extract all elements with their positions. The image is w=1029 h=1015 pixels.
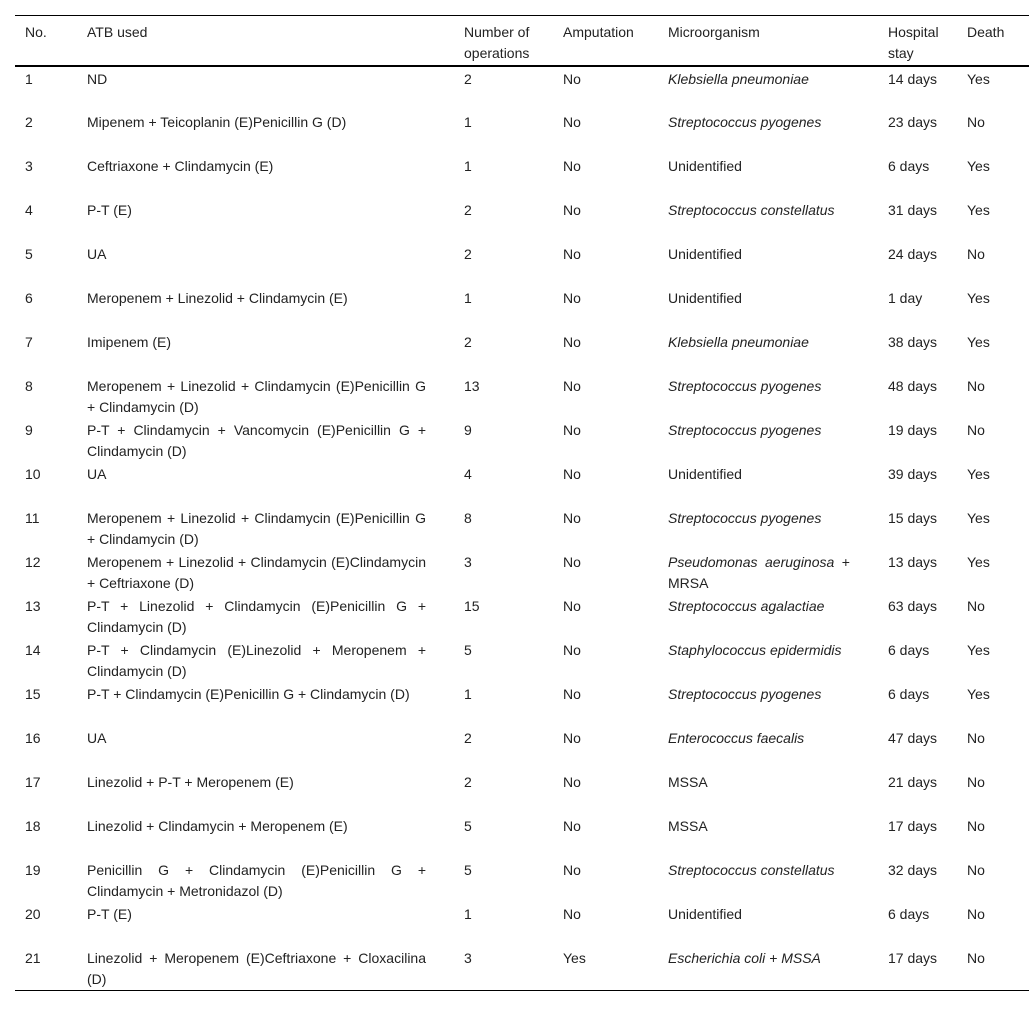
cell-death: Yes xyxy=(967,686,990,702)
cell-hospital-stay: 14 days xyxy=(888,71,938,87)
cell-hospital-stay: 1 day xyxy=(888,290,923,306)
table-row xyxy=(15,594,1029,638)
cell-hospital-stay: 6 days xyxy=(888,686,930,702)
cell-death: No xyxy=(967,818,985,834)
table-row xyxy=(15,418,1029,462)
cell-operations: 1 xyxy=(464,114,472,130)
cell-death: No xyxy=(967,730,985,746)
table-header-row xyxy=(15,16,1029,67)
cell-atb: P-T + Clindamycin (E)Linezolid + Meropenem + Clindamycin (D) xyxy=(87,642,426,679)
cell-microorganism xyxy=(668,198,888,242)
cell-microorganism xyxy=(668,770,888,814)
cell-operations: 1 xyxy=(464,158,472,174)
cell-microorganism xyxy=(668,902,888,946)
cell-operations: 2 xyxy=(464,334,472,350)
cell-no: 14 xyxy=(25,642,41,658)
cell-death: Yes xyxy=(967,158,990,174)
cell-death: No xyxy=(967,422,985,438)
cell-hospital-stay: 23 days xyxy=(888,114,938,130)
cell-no: 9 xyxy=(25,422,33,438)
cell-death: No xyxy=(967,598,985,614)
table-row xyxy=(15,154,1029,198)
cell-operations: 5 xyxy=(464,642,472,658)
cell-amputation: No xyxy=(563,422,581,438)
cell-amputation: No xyxy=(563,642,581,658)
header-death: Death xyxy=(967,16,1029,67)
table-row xyxy=(15,242,1029,286)
microorganism-text: Unidentified xyxy=(668,290,742,306)
cell-atb: Meropenem + Linezolid + Clindamycin (E)Penicillin G + Clindamycin (D) xyxy=(87,510,426,547)
cell-atb: Meropenem + Linezolid + Clindamycin (E) xyxy=(87,290,348,306)
cell-hospital-stay: 38 days xyxy=(888,334,938,350)
microorganism-text: MSSA xyxy=(668,818,708,834)
cell-atb: Mipenem + Teicoplanin (E)Penicillin G (D) xyxy=(87,114,347,130)
cell-atb: P-T + Clindamycin (E)Penicillin G + Clindamycin (D) xyxy=(87,686,410,702)
cell-atb: Meropenem + Linezolid + Clindamycin (E)Penicillin G + Clindamycin (D) xyxy=(87,378,426,415)
cell-no: 19 xyxy=(25,862,41,878)
cell-hospital-stay: 47 days xyxy=(888,730,938,746)
microorganism-text: Klebsiella pneumoniae xyxy=(668,71,809,87)
microorganism-text: Pseudomonas aeruginosa xyxy=(668,554,835,570)
cell-death: No xyxy=(967,862,985,878)
microorganism-text: Staphylococcus epidermidis xyxy=(668,642,842,658)
microorganism-text: Streptococcus pyogenes xyxy=(668,378,822,394)
cell-operations: 13 xyxy=(464,378,480,394)
header-no: No. xyxy=(15,16,87,67)
table-row xyxy=(15,902,1029,946)
cell-microorganism xyxy=(668,638,888,682)
cell-operations: 2 xyxy=(464,71,472,87)
cell-amputation: No xyxy=(563,378,581,394)
cell-amputation: No xyxy=(563,246,581,262)
cell-hospital-stay: 15 days xyxy=(888,510,938,526)
cell-operations: 3 xyxy=(464,950,472,966)
cell-hospital-stay: 19 days xyxy=(888,422,938,438)
cell-death: Yes xyxy=(967,290,990,306)
cell-hospital-stay: 21 days xyxy=(888,774,938,790)
cell-operations: 5 xyxy=(464,818,472,834)
header-atb: ATB used xyxy=(87,16,464,67)
microorganism-text: MSSA xyxy=(668,774,708,790)
microorganism-text: Streptococcus pyogenes xyxy=(668,114,822,130)
cell-amputation: Yes xyxy=(563,950,586,966)
cell-atb: Imipenem (E) xyxy=(87,334,172,350)
microorganism-text: Escherichia coli + MSSA xyxy=(668,950,821,966)
cell-atb: P-T (E) xyxy=(87,906,132,922)
cell-no: 8 xyxy=(25,378,33,394)
microorganism-text: Unidentified xyxy=(668,246,742,262)
cell-no: 3 xyxy=(25,158,33,174)
cell-hospital-stay: 13 days xyxy=(888,554,938,570)
table-row xyxy=(15,462,1029,506)
cell-operations: 4 xyxy=(464,466,472,482)
table-row xyxy=(15,946,1029,991)
table-row xyxy=(15,374,1029,418)
cell-amputation: No xyxy=(563,818,581,834)
cell-no: 5 xyxy=(25,246,33,262)
microorganism-text: Unidentified xyxy=(668,158,742,174)
cell-operations: 3 xyxy=(464,554,472,570)
cell-microorganism xyxy=(668,418,888,462)
cell-amputation: No xyxy=(563,71,581,87)
cell-microorganism xyxy=(668,506,888,550)
cell-hospital-stay: 39 days xyxy=(888,466,938,482)
cell-no: 16 xyxy=(25,730,41,746)
cell-atb: Linezolid + Clindamycin + Meropenem (E) xyxy=(87,818,348,834)
table-row xyxy=(15,858,1029,902)
cell-death: No xyxy=(967,906,985,922)
cell-microorganism xyxy=(668,858,888,902)
cell-amputation: No xyxy=(563,466,581,482)
cell-amputation: No xyxy=(563,114,581,130)
cell-hospital-stay: 32 days xyxy=(888,862,938,878)
cell-death: No xyxy=(967,950,985,966)
table-row xyxy=(15,506,1029,550)
cell-death: Yes xyxy=(967,334,990,350)
cell-operations: 1 xyxy=(464,290,472,306)
table-row xyxy=(15,286,1029,330)
cell-atb: P-T (E) xyxy=(87,202,132,218)
cell-amputation: No xyxy=(563,906,581,922)
cell-no: 20 xyxy=(25,906,41,922)
cell-no: 18 xyxy=(25,818,41,834)
header-hospital-stay: Hospital stay xyxy=(888,16,967,67)
cell-amputation: No xyxy=(563,774,581,790)
cell-microorganism xyxy=(668,374,888,418)
cell-microorganism xyxy=(668,726,888,770)
cell-death: No xyxy=(967,378,985,394)
results-table xyxy=(15,15,1029,991)
microorganism-text: + MRSA xyxy=(668,554,850,591)
cell-no: 13 xyxy=(25,598,41,614)
cell-hospital-stay: 48 days xyxy=(888,378,938,394)
microorganism-text: Streptococcus constellatus xyxy=(668,202,835,218)
cell-amputation: No xyxy=(563,334,581,350)
cell-atb: Meropenem + Linezolid + Clindamycin (E)Clindamycin + Ceftriaxone (D) xyxy=(87,554,426,591)
cell-amputation: No xyxy=(563,686,581,702)
cell-death: No xyxy=(967,114,985,130)
cell-hospital-stay: 6 days xyxy=(888,158,930,174)
microorganism-text: Klebsiella pneumoniae xyxy=(668,334,809,350)
cell-death: No xyxy=(967,774,985,790)
cell-hospital-stay: 6 days xyxy=(888,906,930,922)
cell-hospital-stay: 24 days xyxy=(888,246,938,262)
cell-operations: 5 xyxy=(464,862,472,878)
cell-death: Yes xyxy=(967,554,990,570)
microorganism-text: Streptococcus agalactiae xyxy=(668,598,825,614)
microorganism-text: Streptococcus pyogenes xyxy=(668,510,822,526)
header-microorganism: Microorganism xyxy=(668,16,888,67)
cell-death: Yes xyxy=(967,466,990,482)
cell-no: 11 xyxy=(25,510,40,526)
cell-death: Yes xyxy=(967,510,990,526)
cell-microorganism xyxy=(668,946,888,991)
cell-amputation: No xyxy=(563,510,581,526)
cell-death: Yes xyxy=(967,642,990,658)
table-row xyxy=(15,682,1029,726)
table-row xyxy=(15,814,1029,858)
cell-operations: 8 xyxy=(464,510,472,526)
cell-atb: Ceftriaxone + Clindamycin (E) xyxy=(87,158,274,174)
cell-atb: UA xyxy=(87,246,107,262)
cell-microorganism xyxy=(668,242,888,286)
cell-atb: Linezolid + Meropenem (E)Ceftriaxone + Cloxacilina (D) xyxy=(87,950,426,987)
cell-operations: 2 xyxy=(464,774,472,790)
cell-atb: Linezolid + P-T + Meropenem (E) xyxy=(87,774,294,790)
table-row xyxy=(15,726,1029,770)
cell-operations: 9 xyxy=(464,422,472,438)
cell-amputation: No xyxy=(563,554,581,570)
table-row xyxy=(15,110,1029,154)
cell-operations: 2 xyxy=(464,246,472,262)
cell-no: 1 xyxy=(25,71,33,87)
microorganism-text: Enterococcus faecalis xyxy=(668,730,805,746)
microorganism-text: Streptococcus pyogenes xyxy=(668,422,822,438)
cell-no: 15 xyxy=(25,686,41,702)
cell-no: 7 xyxy=(25,334,33,350)
cell-death: No xyxy=(967,246,985,262)
table-row xyxy=(15,198,1029,242)
microorganism-text: Unidentified xyxy=(668,466,742,482)
table-body xyxy=(15,66,1029,991)
cell-no: 10 xyxy=(25,466,41,482)
cell-death: Yes xyxy=(967,71,990,87)
cell-amputation: No xyxy=(563,202,581,218)
cell-operations: 15 xyxy=(464,598,480,614)
cell-microorganism xyxy=(668,330,888,374)
cell-microorganism xyxy=(668,110,888,154)
cell-no: 2 xyxy=(25,114,33,130)
cell-microorganism xyxy=(668,286,888,330)
cell-no: 6 xyxy=(25,290,33,306)
cell-microorganism xyxy=(668,594,888,638)
cell-atb: ND xyxy=(87,71,108,87)
cell-hospital-stay: 31 days xyxy=(888,202,938,218)
cell-hospital-stay: 63 days xyxy=(888,598,938,614)
microorganism-text: Streptococcus constellatus xyxy=(668,862,835,878)
table-row xyxy=(15,330,1029,374)
header-amputation: Amputation xyxy=(563,16,668,67)
cell-amputation: No xyxy=(563,158,581,174)
cell-operations: 2 xyxy=(464,730,472,746)
cell-operations: 1 xyxy=(464,906,472,922)
cell-microorganism xyxy=(668,154,888,198)
table-row xyxy=(15,66,1029,110)
header-operations: Number of operations xyxy=(464,16,563,67)
microorganism-text: Unidentified xyxy=(668,906,742,922)
table-row xyxy=(15,770,1029,814)
cell-amputation: No xyxy=(563,598,581,614)
cell-atb: UA xyxy=(87,730,107,746)
cell-death: Yes xyxy=(967,202,990,218)
cell-atb: P-T + Linezolid + Clindamycin (E)Penicillin G + Clindamycin (D) xyxy=(87,598,426,635)
cell-no: 21 xyxy=(25,950,41,966)
cell-atb: P-T + Clindamycin + Vancomycin (E)Penicillin G + Clindamycin (D) xyxy=(87,422,426,459)
microorganism-text: Streptococcus pyogenes xyxy=(668,686,822,702)
cell-atb: UA xyxy=(87,466,107,482)
cell-hospital-stay: 17 days xyxy=(888,818,938,834)
cell-no: 4 xyxy=(25,202,33,218)
cell-microorganism xyxy=(668,550,888,594)
cell-microorganism xyxy=(668,814,888,858)
cell-operations: 1 xyxy=(464,686,472,702)
cell-amputation: No xyxy=(563,730,581,746)
cell-operations: 2 xyxy=(464,202,472,218)
table-row xyxy=(15,550,1029,594)
table-row xyxy=(15,638,1029,682)
cell-microorganism xyxy=(668,66,888,110)
cell-no: 12 xyxy=(25,554,41,570)
cell-amputation: No xyxy=(563,862,581,878)
cell-atb: Penicillin G + Clindamycin (E)Penicillin G + Clindamycin + Metronidazol (D) xyxy=(87,862,426,899)
cell-microorganism xyxy=(668,462,888,506)
cell-hospital-stay: 6 days xyxy=(888,642,930,658)
cell-amputation: No xyxy=(563,290,581,306)
cell-no: 17 xyxy=(25,774,41,790)
cell-hospital-stay: 17 days xyxy=(888,950,938,966)
cell-microorganism xyxy=(668,682,888,726)
